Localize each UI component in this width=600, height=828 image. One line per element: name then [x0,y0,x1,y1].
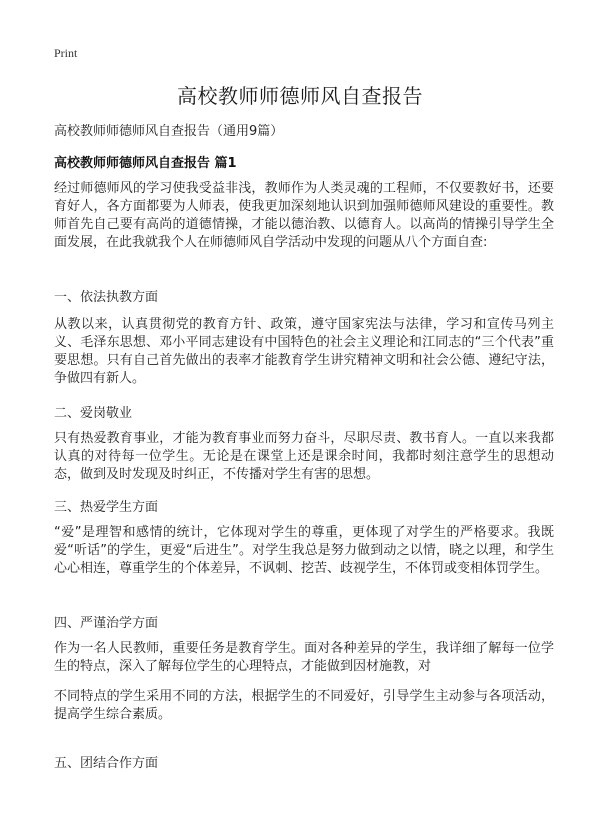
paragraph-love-students: “爱”是理智和感情的统计，它体现对学生的尊重，更体现了对学生的严格要求。我既爱“听话”的学生，更爱“后进生”。对学生我总是努力做到动之以情，晓之以理，和学生心心相连，尊重学生的个体差异，不讽刺、挖苦、歧视学生，不体罚或变相体罚学生。 [54,525,554,576]
heading-law-teaching: 一、依法执教方面 [54,290,159,305]
section-title: 高校教师师德师风自查报告 篇1 [54,156,237,171]
heading-teamwork: 五、团结合作方面 [54,756,159,771]
page-title: 高校教师师德师风自查报告 [177,84,423,108]
paragraph-rigorous-study-continued: 不同特点的学生采用不同的方法，根据学生的不同爱好，引导学生主动参与各项活动，提高学生综合素质。 [54,689,554,722]
document-subtitle: 高校教师师德师风自查报告（通用9篇） [54,124,284,139]
paragraph-law-teaching: 从教以来，认真贯彻党的教育方针、政策，遵守国家宪法与法律，学习和宣传马列主义、毛泽东思想、邓小平同志建设有中国特色的社会主义理论和江同志的“三个代表”重要思想。只有自己首先做出的表率才能教育学生讲究精神文明和社会公德、遵纪守法，争做四有新人。 [54,317,554,386]
intro-paragraph: 经过师德师风的学习使我受益非浅，教师作为人类灵魂的工程师，不仅要教好书，还要育好人，各方面都要为人师表，使我更加深刻地认识到加强师德师风建设的重要性。教师首先自己要有高尚的道德情操，才能以德治教、以德育人。以高尚的情操引导学生全面发展，在此我就我个人在师德师风自学活动中发现的问题从八个方面自查: [54,181,554,250]
heading-love-students: 三、热爱学生方面 [54,500,159,515]
heading-rigorous-study: 四、严谨治学方面 [54,616,159,631]
print-label: Print [54,46,78,60]
paragraph-rigorous-study: 作为一名人民教师，重要任务是教育学生。面对各种差异的学生，我详细了解每一位学生的特点，深入了解每位学生的心理特点，才能做到因材施教，对 [54,641,554,674]
paragraph-love-job: 只有热爱教育事业，才能为教育事业而努力奋斗，尽职尽责、教书育人。一直以来我都认真的对待每一位学生。无论是在课堂上还是课余时间，我都时刻注意学生的思想动态，做到及时发现及时纠正，不传播对学生有害的思想。 [54,431,554,482]
heading-love-job: 二、爱岗敬业 [54,406,133,421]
